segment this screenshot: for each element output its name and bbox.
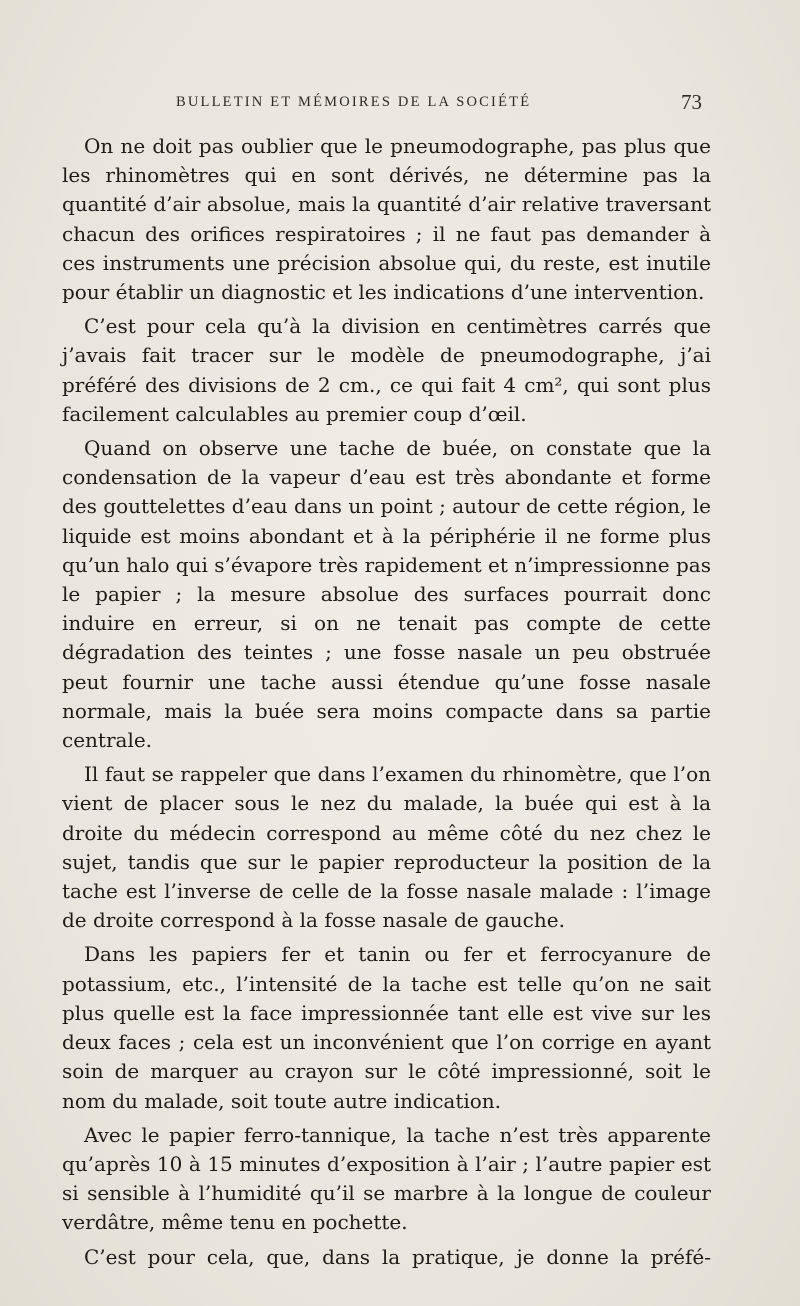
paragraph-5: Dans les papiers fer et tanin ou fer et ferrocyanure de potassium, etc., l’intensité de la tache est telle qu’on ne sait plus quelle est la face impressionnée tant elle est vive sur les deux faces ; cela est un inconvénient que l’on corrige en ayant soin de marquer au crayon sur le côté impressionné, soit le nom du malade, soit toute autre indication. — [62, 942, 711, 1113]
paragraph-2: C’est pour cela qu’à la division en centimètres carrés que j’avais fait tracer sur le modèle de pneumodographe, j’ai préféré des divisions de 2 cm., ce qui fait 4 cm², qui sont plus facilement calculables au premier coup d’œil. — [62, 314, 711, 426]
paragraph-1: On ne doit pas oublier que le pneumodographe, pas plus que les rhinomètres qui en sont dérivés, ne détermine pas la quantité d’air absolue, mais la quantité d’air relative traversant chacun des orifices respiratoires ; il ne faut pas demander à ces instruments une précision absolue qui, du reste, est inutile pour établir un diagnostic et les indications d’une intervention. — [62, 134, 711, 305]
paragraph-7: C’est pour cela, que, dans la pratique, je donne la préfé- — [84, 1244, 711, 1269]
page-header — [176, 90, 706, 120]
body-text — [62, 132, 711, 1277]
running-head: BULLETIN ET MÉMOIRES DE LA SOCIÉTÉ — [176, 94, 532, 110]
paragraph-4: Il faut se rappeler que dans l’examen du rhinomètre, que l’on vient de placer sous le nez du malade, la buée qui est à la droite du médecin correspond au même côté du nez chez le sujet, tandis que sur le papier reproducteur la position de la tache est l’inverse de celle de la fosse nasale malade : l’image de droite correspond à la fosse nasale de gauche. — [62, 762, 711, 933]
paragraph-3: Quand on observe une tache de buée, on constate que la condensation de la vapeur d’eau est très abondante et forme des gouttelettes d’eau dans un point ; autour de cette région, le liquide est moins abondant et à la périphérie il ne forme plus qu’un halo qui s’évapore très rapidement et n’impressionne pas le papier ; la mesure absolue des surfaces pourrait donc induire en erreur, si on ne tenait pas compte de cette dégradation des teintes ; une fosse nasale un peu obstruée peut fournir une tache aussi étendue qu’une fosse nasale normale, mais la buée sera moins compacte dans sa partie centrale. — [62, 436, 711, 753]
page-number: 73 — [681, 90, 702, 114]
paragraph-6: Avec le papier ferro-tannique, la tache n’est très apparente qu’après 10 à 15 minutes d’exposition à l’air ; l’autre papier est si sensible à l’humidité qu’il se marbre à la longue de couleur verdâtre, même tenu en pochette. — [62, 1122, 711, 1235]
